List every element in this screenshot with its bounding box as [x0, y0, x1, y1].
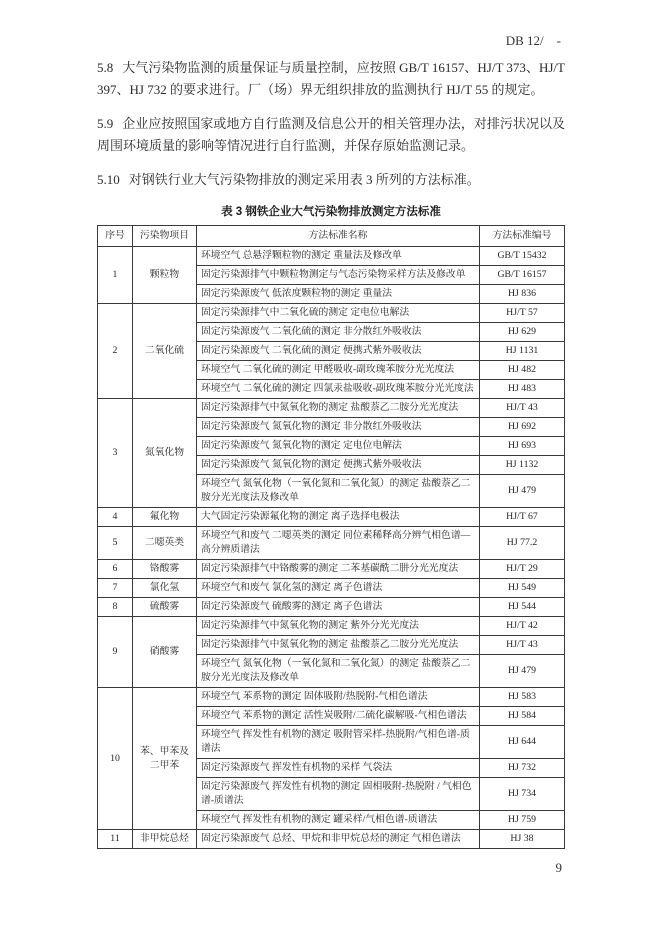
pollutant-cell: 氯化氢	[133, 579, 197, 598]
column-header: 序号	[98, 226, 133, 247]
standard-code-cell: HJ 544	[480, 598, 565, 617]
row-number-cell: 4	[98, 508, 133, 527]
standard-code-cell: HJ 479	[480, 655, 565, 688]
method-name-cell: 环境空气 挥发性有机物的测定 罐采样/气相色谱-质谱法	[197, 811, 480, 830]
method-name-cell: 固定污染源排气中二氧化硫的测定 定电位电解法	[197, 304, 480, 323]
standard-code-cell: HJ/T 29	[480, 560, 565, 579]
header-row	[98, 226, 565, 247]
column-header: 方法标准名称	[197, 226, 480, 247]
standard-code-cell: HJ 583	[480, 688, 565, 707]
pollutant-cell: 非甲烷总烃	[133, 830, 197, 849]
clause-number: 5.9	[97, 116, 114, 131]
method-name-cell: 固定污染源排气中氮氧化物的测定 盐酸萘乙二胺分光光度法	[197, 636, 480, 655]
standard-code-cell: HJ 479	[480, 475, 565, 508]
row-number-cell: 6	[98, 560, 133, 579]
standard-code-cell: HJ 549	[480, 579, 565, 598]
standard-code-cell: GB/T 15432	[480, 247, 565, 266]
method-name-cell: 固定污染源废气 总烃、甲烷和非甲烷总烃的测定 气相色谱法	[197, 830, 480, 849]
method-name-cell: 固定污染源废气 低浓度颗粒物的测定 重量法	[197, 285, 480, 304]
standard-code-cell: GB/T 16157	[480, 266, 565, 285]
clause-number: 5.10	[97, 172, 120, 187]
method-name-cell: 固定污染源废气 挥发性有机物的测定 固相吸附-热脱附 / 气相色谱-质谱法	[197, 778, 480, 811]
standard-code-cell: HJ 77.2	[480, 527, 565, 560]
table-row	[98, 830, 565, 849]
pollutant-cell: 苯、甲苯及二甲苯	[133, 688, 197, 830]
method-name-cell: 固定污染源废气 氮氧化物的测定 定电位电解法	[197, 437, 480, 456]
standard-code-cell: HJ 1131	[480, 342, 565, 361]
standard-code-cell: HJ 482	[480, 361, 565, 380]
methods-table	[97, 225, 565, 849]
method-name-cell: 固定污染源废气 硫酸雾的测定 离子色谱法	[197, 598, 480, 617]
row-number-cell: 7	[98, 579, 133, 598]
table-row	[98, 508, 565, 527]
table-body	[98, 247, 565, 849]
pollutant-cell: 硝酸雾	[133, 617, 197, 688]
method-name-cell: 环境空气 二氧化硫的测定 甲醛吸收-副玫瑰苯胺分光光度法	[197, 361, 480, 380]
method-name-cell: 大气固定污染源氟化物的测定 离子选择电极法	[197, 508, 480, 527]
pollutant-cell: 颗粒物	[133, 247, 197, 304]
row-number-cell: 2	[98, 304, 133, 399]
standard-code-cell: HJ 732	[480, 759, 565, 778]
standard-code-cell: HJ 692	[480, 418, 565, 437]
table-row	[98, 598, 565, 617]
standard-code-cell: HJ 644	[480, 726, 565, 759]
doc-code: DB 12/ -	[505, 33, 561, 48]
method-name-cell: 环境空气 总悬浮颗粒物的测定 重量法及修改单	[197, 247, 480, 266]
table-row	[98, 560, 565, 579]
standard-code-cell: HJ 584	[480, 707, 565, 726]
standard-code-cell: HJ/T 67	[480, 508, 565, 527]
row-number-cell: 11	[98, 830, 133, 849]
method-name-cell: 环境空气 氮氧化物（一氧化氮和二氧化氮）的测定 盐酸萘乙二胺分光光度法及修改单	[197, 655, 480, 688]
table-row	[98, 399, 565, 418]
method-name-cell: 固定污染源排气中氮氧化物的测定 盐酸萘乙二胺分光光度法	[197, 399, 480, 418]
standard-code-cell: HJ/T 57	[480, 304, 565, 323]
row-number-cell: 8	[98, 598, 133, 617]
pollutant-cell: 硫酸雾	[133, 598, 197, 617]
pollutant-cell: 二噁英类	[133, 527, 197, 560]
pollutant-cell: 氟化物	[133, 508, 197, 527]
standard-code-cell: HJ/T 43	[480, 399, 565, 418]
table-row	[98, 688, 565, 707]
standard-code-cell: HJ 759	[480, 811, 565, 830]
row-number-cell: 5	[98, 527, 133, 560]
clause-text: 大气污染物监测的质量保证与质量控制，应按照 GB/T 16157、HJ/T 373、HJ/T 397、HJ 732 的要求进行。厂（场）界无组织排放的监测执行 HJ/T 55 的规定。	[97, 60, 565, 97]
method-name-cell: 固定污染源废气 氮氧化物的测定 非分散红外吸收法	[197, 418, 480, 437]
pollutant-cell: 氮氧化物	[133, 399, 197, 508]
document-header	[97, 30, 565, 49]
row-number-cell: 9	[98, 617, 133, 688]
table-header	[98, 226, 565, 247]
method-name-cell: 固定污染源排气中颗粒物测定与气态污染物采样方法及修改单	[197, 266, 480, 285]
table-row	[98, 247, 565, 266]
standard-code-cell: HJ 693	[480, 437, 565, 456]
method-name-cell: 环境空气 二氧化硫的测定 四氯汞盐吸收-副玫瑰苯胺分光光度法	[197, 380, 480, 399]
table-row	[98, 527, 565, 560]
method-name-cell: 固定污染源排气中氮氧化物的测定 紫外分光光度法	[197, 617, 480, 636]
method-name-cell: 固定污染源废气 二氧化硫的测定 非分散红外吸收法	[197, 323, 480, 342]
clause-text: 对钢铁行业大气污染物排放的测定采用表 3 所列的方法标准。	[128, 172, 480, 187]
method-name-cell: 环境空气 苯系物的测定 活性炭吸附/二硫化碳解吸-气相色谱法	[197, 707, 480, 726]
clause-number: 5.8	[97, 60, 114, 75]
method-name-cell: 环境空气和废气 氯化氢的测定 离子色谱法	[197, 579, 480, 598]
pollutant-cell: 铬酸雾	[133, 560, 197, 579]
table-row	[98, 617, 565, 636]
body-paragraphs	[97, 57, 565, 191]
column-header: 污染物项目	[133, 226, 197, 247]
method-name-cell: 环境空气 挥发性有机物的测定 吸附管采样-热脱附/气相色谱-质谱法	[197, 726, 480, 759]
method-name-cell: 固定污染源废气 二氧化硫的测定 便携式紫外吸收法	[197, 342, 480, 361]
pollutant-cell: 二氧化硫	[133, 304, 197, 399]
clause-text: 企业应按照国家或地方自行监测及信息公开的相关管理办法，对排污状况以及周围环境质量的影响等情况进行自行监测，并保存原始监测记录。	[97, 116, 565, 153]
method-name-cell: 环境空气 苯系物的测定 固体吸附/热脱附-气相色谱法	[197, 688, 480, 707]
standard-code-cell: HJ 1132	[480, 456, 565, 475]
paragraph-5.9	[97, 113, 565, 157]
row-number-cell: 3	[98, 399, 133, 508]
standard-code-cell: HJ/T 43	[480, 636, 565, 655]
standard-code-cell: HJ 483	[480, 380, 565, 399]
method-name-cell: 固定污染源废气 挥发性有机物的采样 气袋法	[197, 759, 480, 778]
standard-code-cell: HJ 38	[480, 830, 565, 849]
standard-code-cell: HJ/T 42	[480, 617, 565, 636]
method-name-cell: 固定污染源废气 氮氧化物的测定 便携式紫外吸收法	[197, 456, 480, 475]
method-name-cell: 环境空气和废气 二噁英类的测定 同位素稀释高分辨气相色谱—高分辨质谱法	[197, 527, 480, 560]
page-number: 9	[555, 860, 562, 875]
column-header: 方法标准编号	[480, 226, 565, 247]
standard-code-cell: HJ 734	[480, 778, 565, 811]
row-number-cell: 10	[98, 688, 133, 830]
method-name-cell: 固定污染源排气中铬酸雾的测定 二苯基碳酰二肼分光光度法	[197, 560, 480, 579]
row-number-cell: 1	[98, 247, 133, 304]
table-row	[98, 579, 565, 598]
table-title: 表 3 钢铁企业大气污染物排放测定方法标准	[221, 206, 441, 218]
standard-code-cell: HJ 629	[480, 323, 565, 342]
method-name-cell: 环境空气 氮氧化物（一氧化氮和二氧化氮）的测定 盐酸萘乙二胺分光光度法及修改单	[197, 475, 480, 508]
standard-code-cell: HJ 836	[480, 285, 565, 304]
table-row	[98, 304, 565, 323]
paragraph-5.8	[97, 57, 565, 101]
paragraph-5.10	[97, 169, 565, 191]
